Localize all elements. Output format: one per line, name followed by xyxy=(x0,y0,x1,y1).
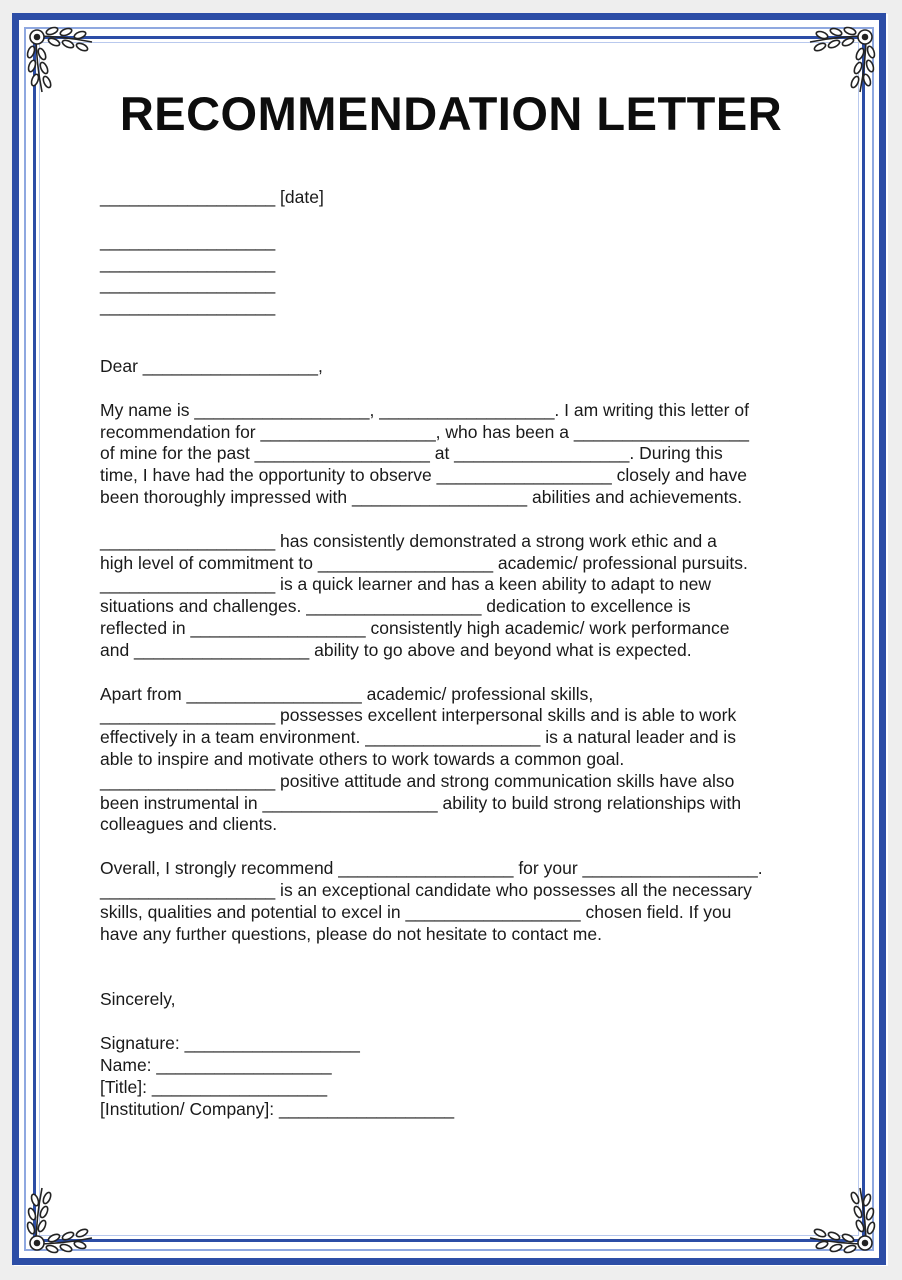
corner-leaf-ornament-icon xyxy=(800,1178,880,1258)
signature-block: Signature: __________________ Name: __________________ [Title]: __________________ [Institution/ Company]: __________________ xyxy=(100,1033,455,1119)
paragraph-interpersonal-skills: Apart from __________________ academic/ professional skills, __________________ possesses excellent interpersonal skills and is able to work effectively in a team environment. __________________ is a natural leader and is able to inspire and motivate others to work towards a common goal. __________________ positive attitude and strong communication skills have also been instrumental in __________________ ability to build strong relationships with colleagues and clients. xyxy=(100,683,742,835)
salutation: Dear __________________, xyxy=(100,355,323,376)
date-line: __________________ [date] xyxy=(100,187,324,207)
paragraph-work-ethic: __________________ has consistently demonstrated a strong work ethic and a high level of commitment to __________________ academic/ professional pursuits. __________________ is a quick learner and has a keen ability to adapt to new situations and challenges. __________________ dedication to excellence is reflected in __________________ consistently high academic/ work performance and __________________ ability to go above and beyond what is expected. xyxy=(100,530,748,660)
paragraph-introduction: My name is __________________, __________________. I am writing this letter of recommendation for __________________, who has been a __________________ of mine for the past __________________ at __________________. During this time, I have had the opportunity to observe __________________ closely and have been thoroughly impressed with __________________ abilities and achievements. xyxy=(100,399,750,507)
letter-title: RECOMMENDATION LETTER xyxy=(119,87,783,140)
closing: Sincerely, xyxy=(100,989,176,1010)
recipient-address-lines: __________________ __________________ __________________ __________________ xyxy=(100,230,276,317)
paragraph-recommendation: Overall, I strongly recommend __________________ for your __________________. __________________ is an exceptional candidate who possesses all the necessary skills, qualities and potential to excel in __________________ chosen field. If you have any further questions, please do not hesitate to contact me. xyxy=(100,858,763,944)
corner-leaf-ornament-icon xyxy=(22,1178,102,1258)
letter-body xyxy=(100,187,810,1120)
